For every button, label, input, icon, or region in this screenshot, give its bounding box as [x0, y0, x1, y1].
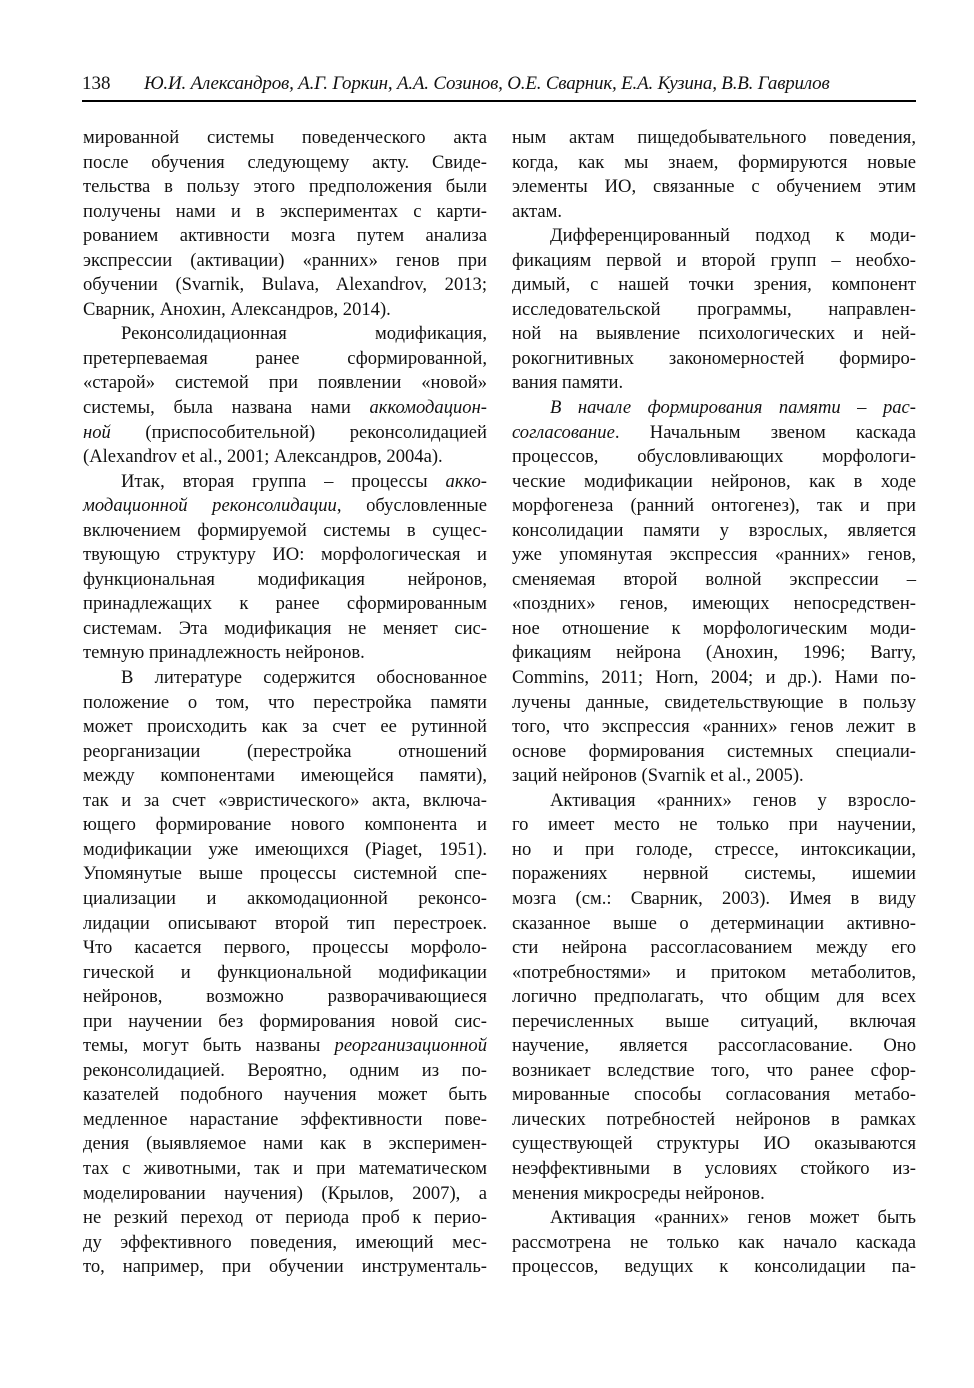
line-text: ческие модификации нейронов, как в ходе	[512, 470, 916, 492]
line-text: поражениях нервной системы, ишемии	[512, 863, 916, 885]
text-line	[83, 666, 487, 691]
text-line	[83, 273, 487, 298]
line-text: экспрессии (активации) «ранних» генов при	[83, 249, 487, 271]
line-text: ющего формирование нового компонента и	[83, 814, 487, 836]
text-line	[83, 1182, 487, 1207]
text-line	[512, 494, 916, 519]
line-text: гической и функциональной модификации	[83, 961, 487, 983]
page-number: 138	[82, 73, 111, 94]
text-line	[512, 470, 916, 495]
text-line	[512, 592, 916, 617]
line-text: нейронов, возможно разворачивающиеся	[83, 986, 487, 1008]
text-line	[512, 224, 916, 249]
text-line	[512, 1108, 916, 1133]
line-text: процессов, ведущих к консолидации па-	[512, 1256, 916, 1278]
line-text: реконсолидацией. Вероятно, одним из по-	[83, 1059, 487, 1081]
line-text: Commins, 2011; Horn, 2004; и др.). Нами по-	[512, 667, 916, 689]
line-text: Упомянутые выше процессы системной спе-	[83, 863, 487, 885]
text-line	[83, 813, 487, 838]
text-line	[83, 568, 487, 593]
line-text: но и при голоде, стрессе, интоксикации,	[512, 838, 916, 860]
text-line	[83, 396, 487, 421]
text-line	[512, 200, 916, 225]
line-text: получены нами и в экспериментах с карти-	[83, 200, 487, 222]
line-text: может происходить как за счет ее рутинной	[83, 716, 487, 738]
line-text: «потребностями» и притоком метаболитов,	[512, 961, 916, 983]
text-line	[83, 1083, 487, 1108]
text-line	[512, 1255, 916, 1280]
running-header-authors: Ю.И. Александров, А.Г. Горкин, А.А. Созинов, О.Е. Сварник, Е.А. Кузина, В.В. Гаврилов	[144, 73, 830, 94]
line-text: реорганизации (перестройка отношений	[83, 740, 487, 762]
text-line	[83, 985, 487, 1010]
line-text: Что касается первого, процессы морфоло-	[83, 937, 487, 959]
text-line	[512, 862, 916, 887]
line-text: принадлежащих к ранее сформированным	[83, 593, 487, 615]
line-text: перечисленных выше ситуаций, включая	[512, 1010, 916, 1032]
line-text: Активация «ранних» генов у взросло-	[550, 789, 916, 811]
line-text: темную принадлежность нейронов.	[83, 642, 365, 664]
text-line	[83, 764, 487, 789]
text-line	[83, 200, 487, 225]
text-line	[83, 887, 487, 912]
line-text: вания памяти.	[512, 372, 624, 394]
line-text: , обусловленные	[336, 495, 488, 517]
line-text: тельства в пользу этого предположения были	[83, 176, 487, 198]
line-text: «старой» системой при появлении «новой»	[83, 372, 487, 394]
line-text: фикациям нейрона (Анохин, 1996; Barry,	[512, 642, 916, 664]
line-text: неэффективными в условиях стойкого из-	[512, 1157, 916, 1179]
text-line	[512, 813, 916, 838]
line-text: дения (выявляемое нами как в эксперимен-	[83, 1133, 487, 1155]
line-text: мированные способы согласования метабо-	[512, 1084, 916, 1106]
text-line	[512, 249, 916, 274]
text-line	[83, 421, 487, 446]
line-text: моделировании научения) (Крылов, 2007), а	[83, 1182, 487, 1204]
line-text: претерпеваемая ранее сформированной,	[83, 347, 487, 369]
line-text: научение, является рассогласование. Оно	[512, 1035, 916, 1057]
italic-term: согласование	[512, 421, 615, 443]
line-text: . Начальным звеном каскада	[614, 421, 916, 443]
line-text: ное отношение к морфологическим моди-	[512, 617, 916, 639]
line-text: не резкий переход от периода проб к перио-	[83, 1207, 487, 1229]
line-text: мированной системы поведенческого акта	[83, 127, 487, 148]
italic-term: ной	[83, 421, 111, 443]
line-text: Дифференцированный подход к моди-	[550, 225, 916, 247]
line-text: го имеет место не только при научении,	[512, 814, 916, 836]
line-text: ной на выявление психологических и ней-	[512, 323, 916, 345]
line-text: лических потребностей нейронов в рамках	[512, 1108, 916, 1130]
line-text: системам. Эта модификация не меняет сис-	[83, 617, 487, 639]
header-rule	[82, 100, 916, 102]
text-line	[512, 715, 916, 740]
text-line	[83, 224, 487, 249]
text-line	[512, 347, 916, 372]
text-line	[83, 961, 487, 986]
line-text: так и за счет «эвристического» акта, включа-	[83, 789, 487, 811]
text-line	[512, 838, 916, 863]
text-line	[512, 666, 916, 691]
text-line	[83, 1132, 487, 1157]
text-line	[83, 249, 487, 274]
text-line	[512, 887, 916, 912]
running-header	[82, 70, 916, 98]
text-line	[512, 617, 916, 642]
line-text: заций нейронов (Svarnik et al., 2005).	[512, 765, 804, 787]
text-line	[83, 641, 487, 666]
text-line	[83, 347, 487, 372]
text-line	[512, 961, 916, 986]
text-line	[512, 740, 916, 765]
text-line	[512, 691, 916, 716]
line-text: функциональная модификация нейронов,	[83, 568, 487, 590]
text-line	[83, 1255, 487, 1280]
line-text: твующую структуру ИО: морфологическая и	[83, 544, 487, 566]
text-line	[83, 175, 487, 200]
text-line	[83, 715, 487, 740]
text-line	[83, 519, 487, 544]
line-text: ным актам пищедобывательного поведения,	[512, 127, 916, 148]
line-text: то, например, при обучении инструменталь-	[83, 1256, 487, 1278]
text-line	[83, 371, 487, 396]
text-line	[512, 1157, 916, 1182]
line-text: сказанное выше о детерминации активно-	[512, 912, 916, 934]
line-text: возникает вследствие того, что ранее сфор-	[512, 1059, 916, 1081]
text-line	[512, 396, 916, 421]
line-text: того, что экспрессия «ранних» генов лежит в	[512, 716, 916, 738]
line-text: существующей структуры ИО оказываются	[512, 1133, 916, 1155]
text-line	[512, 421, 916, 446]
text-line	[83, 126, 487, 151]
line-text: тах с животными, так и при математическом	[83, 1157, 487, 1179]
text-line	[512, 568, 916, 593]
text-line	[512, 1083, 916, 1108]
text-line	[83, 298, 487, 323]
right-column	[512, 126, 916, 1280]
line-text: процессов, обусловливающих морфологи-	[512, 446, 916, 468]
line-text: сменяемая второй волной экспрессии –	[512, 568, 916, 590]
line-text: казателей подобного научения может быть	[83, 1084, 487, 1106]
text-line	[83, 543, 487, 568]
text-line	[512, 936, 916, 961]
text-line	[83, 470, 487, 495]
line-text: Активация «ранних» генов может быть	[550, 1207, 916, 1229]
line-text: В литературе содержится обоснованное	[121, 667, 487, 689]
line-text: после обучения следующему акту. Свиде-	[83, 151, 487, 173]
text-line	[83, 691, 487, 716]
text-line	[512, 1206, 916, 1231]
text-line	[512, 1182, 916, 1207]
line-text: лидации описывают второй тип перестроек.	[83, 912, 487, 934]
line-text: (приспособительной) реконсолидацией	[110, 421, 487, 443]
line-text: сти нейрона рассогласованием между его	[512, 937, 916, 959]
line-text: Итак, вторая группа – процессы	[121, 470, 446, 492]
text-line	[83, 1157, 487, 1182]
text-line	[512, 273, 916, 298]
text-line	[83, 151, 487, 176]
text-line	[512, 445, 916, 470]
text-line	[512, 764, 916, 789]
line-text: уже упомянутая экспрессия «ранних» генов,	[512, 544, 916, 566]
text-line	[512, 175, 916, 200]
line-text: димый, с нашей точки зрения, компонент	[512, 274, 916, 296]
text-line	[512, 789, 916, 814]
line-text: логично предполагать, что общим для всех	[512, 986, 916, 1008]
line-text: Сварник, Анохин, Александров, 2014).	[83, 298, 391, 320]
line-text: когда, как мы знаем, формируются новые	[512, 151, 916, 173]
text-line	[83, 936, 487, 961]
line-text: рокогнитивных закономерностей формиро-	[512, 347, 916, 369]
line-text: мозга (см.: Сварник, 2003). Имея в виду	[512, 887, 916, 909]
text-line	[512, 519, 916, 544]
line-text: включением формируемой системы в сущес-	[83, 519, 487, 541]
text-line	[83, 1231, 487, 1256]
line-text: Реконсолидационная модификация,	[121, 323, 487, 345]
line-text: медленное нарастание эффективности пове-	[83, 1108, 487, 1130]
line-text: рассмотрена не только как начало каскада	[512, 1231, 916, 1253]
line-text: лучены данные, свидетельствующие в пользу	[512, 691, 916, 713]
line-text: актам.	[512, 200, 563, 222]
line-text: менения микросреды нейронов.	[512, 1182, 765, 1204]
text-line	[512, 298, 916, 323]
text-line	[83, 1206, 487, 1231]
text-line	[83, 1010, 487, 1035]
italic-term: аккомодацион-	[369, 397, 487, 419]
text-line	[83, 1059, 487, 1084]
text-line	[512, 151, 916, 176]
text-line	[83, 1034, 487, 1059]
line-text: основе формирования системных специали-	[512, 740, 916, 762]
line-text: элементы ИО, связанные с обучением этим	[512, 176, 916, 198]
text-line	[83, 445, 487, 470]
text-line	[512, 543, 916, 568]
line-text: «поздних» генов, имеющих непосредствен-	[512, 593, 916, 615]
line-text: положение о том, что перестройка памяти	[83, 691, 487, 713]
text-line	[512, 641, 916, 666]
line-text: морфогенеза (ранний онтогенез), так и при	[512, 495, 916, 517]
text-line	[512, 985, 916, 1010]
text-line	[83, 912, 487, 937]
line-text: исследовательской программы, направлен-	[512, 298, 916, 320]
italic-term: акко-	[445, 470, 487, 492]
italic-term: реорганизационной	[334, 1035, 487, 1057]
text-line	[83, 617, 487, 642]
line-text: (Alexandrov et al., 2001; Александров, 2004а).	[83, 446, 443, 468]
line-text: темы, могут быть названы	[83, 1035, 335, 1057]
line-text: рованием активности мозга путем анализа	[83, 225, 487, 247]
line-text: циализации и аккомодационной реконсо-	[83, 887, 487, 909]
italic-term: модационной реконсолидации	[83, 495, 337, 517]
text-line	[512, 1132, 916, 1157]
line-text: фикациям первой и второй групп – необхо-	[512, 249, 916, 271]
text-line	[83, 592, 487, 617]
text-line	[512, 1059, 916, 1084]
line-text: при научении без формирования новой сис-	[83, 1010, 487, 1032]
text-line	[512, 1010, 916, 1035]
text-line	[512, 126, 916, 151]
text-line	[83, 862, 487, 887]
text-line	[512, 322, 916, 347]
text-line	[512, 371, 916, 396]
text-line	[83, 494, 487, 519]
line-text: системы, была названа нами	[83, 397, 370, 419]
text-line	[512, 1034, 916, 1059]
text-line	[83, 322, 487, 347]
line-text: ду эффективного поведения, имеющий мес-	[83, 1231, 487, 1253]
line-text: между компонентами имеющейся памяти),	[83, 765, 487, 787]
text-line	[512, 912, 916, 937]
line-text: консолидации памяти у взрослых, является	[512, 519, 916, 541]
text-line	[83, 1108, 487, 1133]
line-text: обучении (Svarnik, Bulava, Alexandrov, 2013;	[83, 274, 487, 296]
left-column	[83, 126, 487, 1280]
text-line	[83, 789, 487, 814]
text-line	[83, 838, 487, 863]
text-line	[83, 740, 487, 765]
line-text: модификации уже имеющихся (Piaget, 1951).	[83, 838, 487, 860]
italic-term: В начале формирования памяти – рас-	[550, 397, 916, 419]
text-line	[512, 1231, 916, 1256]
